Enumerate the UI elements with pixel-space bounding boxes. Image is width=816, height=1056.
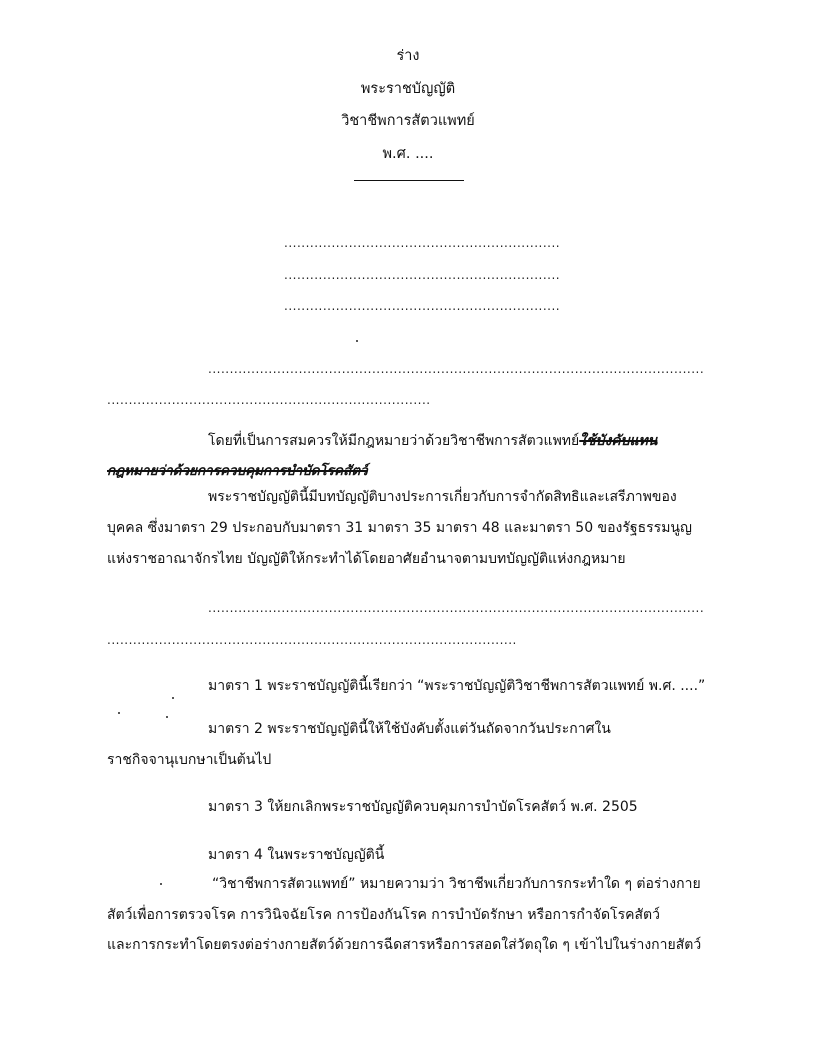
scan-speck <box>160 883 162 885</box>
dotted-line-5: ........................................................................... <box>107 393 431 407</box>
scan-speck <box>172 697 174 699</box>
scan-speck <box>356 340 358 342</box>
preamble-line-5: แห่งราชอาณาจักรไทย บัญญัติให้กระทำได้โดยอาศัยอำนาจตามบทบัญญัติแห่งกฎหมาย <box>107 551 626 567</box>
act-title: วิชาชีพการสัตวแพทย์ <box>341 113 475 129</box>
section-1: มาตรา 1 พระราชบัญญัตินี้เรียกว่า “พระราชบัญญัติวิชาชีพการสัตวแพทย์ พ.ศ. ....” <box>208 678 706 694</box>
preamble-line-1 <box>208 431 657 451</box>
struck-text: ใช้บังคับแทน <box>579 433 658 449</box>
title-underline <box>354 180 464 181</box>
definition-line-2: สัตว์เพื่อการตรวจโรค การวินิจฉัยโรค การป้องกันโรค การบำบัดรักษา หรือการกำจัดโรคสัตว์ <box>107 907 660 923</box>
act-year: พ.ศ. .... <box>382 146 434 162</box>
section-4: มาตรา 4 ในพระราชบัญญัตินี้ <box>208 847 385 863</box>
scan-speck <box>118 712 120 714</box>
draft-label: ร่าง <box>396 48 420 64</box>
preamble-line-2-struck: กฎหมายว่าด้วยการควบคุมการบำบัดโรคสัตว์ <box>107 463 368 479</box>
definition-line-1: “วิชาชีพการสัตวแพทย์” หมายความว่า วิชาชีพเกี่ยวกับการกระทำใด ๆ ต่อร่างกาย <box>212 876 701 892</box>
scan-speck <box>166 716 168 718</box>
dotted-line-3: ................................................................ <box>284 299 561 313</box>
dotted-line-6: ................................................................................................................... <box>208 601 705 615</box>
preamble-line-3: พระราชบัญญัตินี้มีบทบัญญัติบางประการเกี่ยวกับการจำกัดสิทธิและเสรีภาพของ <box>208 489 677 505</box>
act-label: พระราชบัญญัติ <box>360 81 456 97</box>
preamble-text: โดยที่เป็นการสมควรให้มีกฎหมายว่าด้วยวิชาชีพการสัตวแพทย์ <box>208 433 580 449</box>
dotted-line-1: ................................................................ <box>284 236 561 250</box>
dotted-line-2: ................................................................ <box>284 268 561 282</box>
dotted-line-7: ............................................................................................... <box>107 633 517 647</box>
section-3: มาตรา 3 ให้ยกเลิกพระราชบัญญัติควบคุมการบำบัดโรคสัตว์ พ.ศ. 2505 <box>208 799 638 815</box>
preamble-line-4: บุคคล ซึ่งมาตรา 29 ประกอบกับมาตรา 31 มาตรา 35 มาตรา 48 และมาตรา 50 ของรัฐธรรมนูญ <box>107 520 692 536</box>
section-2-continued: ราชกิจจานุเบกษาเป็นต้นไป <box>107 752 272 768</box>
section-2: มาตรา 2 พระราชบัญญัตินี้ให้ใช้บังคับตั้งแต่วันถัดจากวันประกาศใน <box>208 721 611 737</box>
dotted-line-4: ................................................................................................................... <box>208 362 705 376</box>
definition-line-3: และการกระทำโดยตรงต่อร่างกายสัตว์ด้วยการฉีดสารหรือการสอดใส่วัตถุใด ๆ เข้าไปในร่างกายสัตว์ <box>107 937 702 953</box>
